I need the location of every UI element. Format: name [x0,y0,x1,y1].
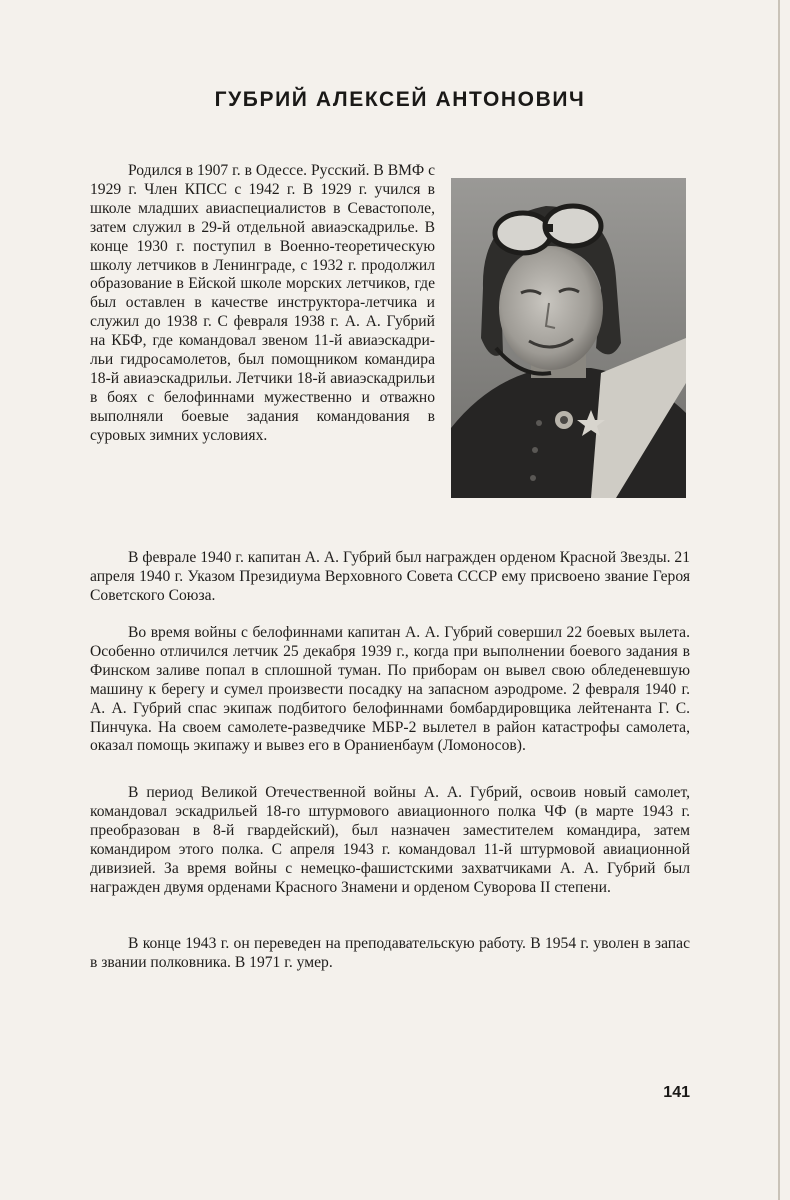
page-edge [778,0,780,1200]
bio-paragraph-1: Родился в 1907 г. в Одессе. Русский. В ВМФ с 1929 г. Член КПСС с 1942 г. В 1929 г. учился в школе младших авиаспециалистов в Севастополе, затем служил в 29-й отдельной авиаэскадрилье. В конце 1930 г. поступил в Военно-теоретическую школу летчиков в Ленинграде, с 1932 г. продолжил образование в Ейской школе морских летчиков, где был оставлен в качестве инструктора-летчика и служил до 1938 г. С февраля 1938 г. А. А. Губрий на КБФ, где командовал звеном 11-й авиаэскадрильи гидросамолетов, был помощником командира 18-й авиаэскадрильи. Летчики 18-й авиаэскадрильи в боях с белофиннами мужественно и отважно выполняли боевые задания командования в суровых зимних условиях. [90,162,435,444]
bio-paragraph-2: В феврале 1940 г. капитан А. А. Губрий был награжден орденом Красной Звезды. 21 апреля 1940 г. Указом Президиума Верховного Совета СССР ему присвоено звание Героя Советского Союза. [90,549,690,604]
bio-paragraph-3: Во время войны с белофиннами капитан А. А. Губрий совершил 22 боевых вылета. Особенно отличился летчик 25 декабря 1939 г., когда при выполнении боевого задания в Финском заливе попал в сплошной туман. По приборам он вывел свою обледеневшую машину к берегу и сумел произвести посадку на запасном аэродроме. 2 февраля 1940 г. А. А. Губрий спас экипаж подбитого белофиннами бомбардировщика лейтенанта Г. С. Пинчука. На своем самолете-разведчике МБР-2 вылетел в район катастрофы самолета, оказал помощь экипажу и вывез его в Ораниенбаум (Ломоносов). [90,624,690,755]
portrait-photo [451,178,686,498]
page-title: ГУБРИЙ АЛЕКСЕЙ АНТОНОВИЧ [214,88,586,111]
bio-paragraph-5: В конце 1943 г. он переведен на преподавательскую работу. В 1954 г. уволен в запас в звании полковника. В 1971 г. умер. [90,935,690,971]
bio-paragraph-4: В период Великой Отечественной войны А. А. Губрий, освоив новый самолет, командовал эскадрильей 18-го штурмового авиационного полка ЧФ (в марте 1943 г. преобразован в 8-й гвардейский), был назначен заместителем командира, затем командиром этого полка. С апреля 1943 г. командовал 11-й штурмовой авиационной дивизией. За время войны с немецко-фашистскими захватчиками А. А. Губрий был награжден двумя орденами Красного Знамени и орденом Суворова II степени. [90,784,690,896]
page-number: 141 [663,1084,690,1101]
